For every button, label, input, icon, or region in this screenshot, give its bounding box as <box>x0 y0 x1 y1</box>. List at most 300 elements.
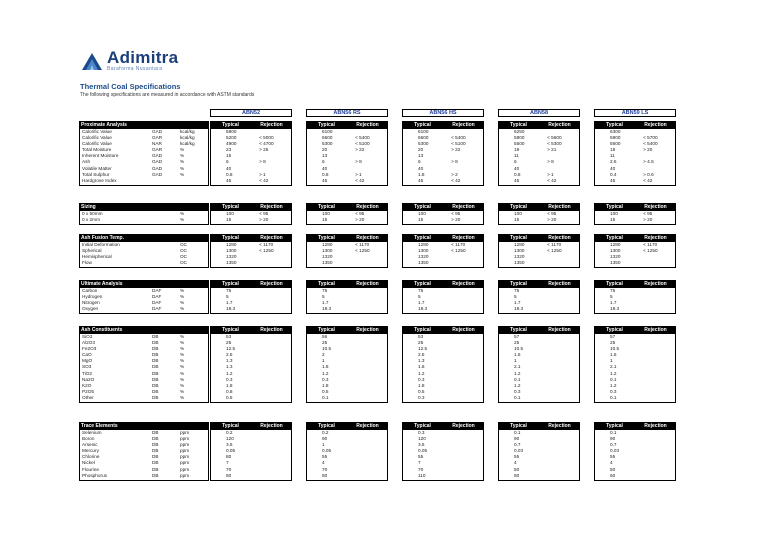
typical-header: Typical <box>510 281 527 287</box>
parameter-name: 0 x 2mm <box>82 217 100 223</box>
parameter-name: Calorific Value <box>82 129 112 134</box>
column-header-bar <box>402 280 484 288</box>
table-row <box>80 178 208 184</box>
value-row <box>595 306 675 312</box>
rejection-value: > 8 <box>451 159 458 165</box>
product-values <box>498 430 580 481</box>
parameter-unit: % <box>180 352 185 358</box>
parameter-name: Other <box>82 394 94 400</box>
typical-value: 0.5 <box>226 394 233 400</box>
typical-value: 5600 <box>322 135 333 141</box>
typical-value: 0.1 <box>514 394 521 400</box>
product-values <box>402 334 484 403</box>
column-header-bar <box>594 203 676 211</box>
typical-value: 1320 <box>610 254 621 260</box>
parameter-basis: DB <box>152 466 159 472</box>
column-header-bar <box>306 234 388 242</box>
typical-header: Typical <box>510 423 527 429</box>
rejection-value <box>347 260 387 266</box>
parameter-unit <box>180 178 208 184</box>
parameter-basis: DB <box>152 352 159 358</box>
value-row <box>499 473 579 479</box>
rejection-value: < 5100 <box>355 141 370 147</box>
product-values <box>306 430 388 481</box>
typical-value: 1.8 <box>322 364 329 370</box>
typical-value: 1350 <box>610 260 621 266</box>
parameter-basis <box>152 260 180 266</box>
typical-value: 57 <box>610 334 616 339</box>
typical-value: 18.3 <box>322 306 332 312</box>
typical-value: 1.7 <box>514 300 521 306</box>
typical-value: 7 <box>226 460 229 466</box>
parameter-name: Arsenic <box>82 442 98 448</box>
product-values <box>210 242 292 268</box>
rejection-header: Rejection <box>452 327 475 333</box>
rejection-header: Rejection <box>644 327 667 333</box>
typical-value: 6100 <box>418 129 429 134</box>
parameter-unit: ppm <box>180 454 190 460</box>
rejection-value: > 8 <box>259 159 266 165</box>
typical-value: 5600 <box>418 135 429 141</box>
parameter-name: Hardgrove Index <box>82 177 117 183</box>
typical-value: 1300 <box>610 248 621 254</box>
rejection-value <box>539 260 579 266</box>
rejection-header: Rejection <box>644 204 667 210</box>
typical-value: 5800 <box>514 135 525 141</box>
rejection-header: Rejection <box>356 235 379 241</box>
rejection-header: Rejection <box>260 235 283 241</box>
value-row <box>307 306 387 312</box>
typical-value: 0.3 <box>226 376 233 382</box>
rejection-value <box>251 260 291 266</box>
parameter-name: Total Sulphur <box>82 171 110 177</box>
rejection-value: > 4.5 <box>643 159 654 165</box>
typical-value: 55 <box>514 454 520 460</box>
parameter-unit: % <box>180 340 185 346</box>
rejection-value <box>635 473 675 479</box>
typical-value: 4 <box>322 460 325 466</box>
rejection-value: < 5400 <box>643 141 658 147</box>
typical-value: 100 <box>610 211 618 216</box>
rejection-value: > 2 <box>451 171 458 177</box>
typical-value: 18 <box>610 147 616 153</box>
typical-value: 0.8 <box>322 171 329 177</box>
typical-value: 40 <box>418 165 424 171</box>
product-values <box>306 211 388 225</box>
column-header-bar <box>594 121 676 129</box>
rejection-value: > 20 <box>355 217 365 223</box>
typical-value: 5 <box>610 294 613 300</box>
parameter-unit: kcal/kg <box>180 129 195 134</box>
value-row <box>595 395 675 401</box>
parameter-unit: % <box>180 370 185 376</box>
rejection-header: Rejection <box>548 281 571 287</box>
rejection-value: < 5100 <box>451 141 466 147</box>
typical-value: 6250 <box>514 129 525 134</box>
parameter-basis: GAD <box>152 153 163 159</box>
value-row <box>499 395 579 401</box>
section-header: Ash Constituents <box>79 326 209 334</box>
typical-value: 0.4 <box>610 171 617 177</box>
typical-value: 120 <box>226 436 234 442</box>
typical-value: 0.5 <box>322 388 329 394</box>
typical-value: 1.2 <box>610 370 617 376</box>
typical-header: Typical <box>222 423 239 429</box>
typical-value: 55 <box>610 454 616 460</box>
value-row <box>211 260 291 266</box>
typical-value: 40 <box>514 165 520 171</box>
column-header-bar <box>594 422 676 430</box>
column-header-bar <box>306 422 388 430</box>
section-header: Ultimate Analysis <box>79 280 209 288</box>
typical-value: 1.3 <box>226 364 233 370</box>
brand-name: Adimitra <box>107 48 179 67</box>
typical-header: Typical <box>606 281 623 287</box>
parameter-basis: DB <box>152 364 159 370</box>
typical-header: Typical <box>222 327 239 333</box>
typical-value: 45 <box>418 177 424 183</box>
rejection-value: > 20 <box>451 217 461 223</box>
typical-value: 1350 <box>226 260 237 266</box>
typical-value: 1280 <box>610 242 621 247</box>
rejection-value: < 1250 <box>643 248 658 254</box>
typical-value: 0.05 <box>418 448 428 454</box>
rejection-header: Rejection <box>548 204 571 210</box>
product-values <box>210 129 292 186</box>
parameter-name: Nitrogen <box>82 300 100 306</box>
value-row <box>595 260 675 266</box>
typical-value: 20 <box>418 147 424 153</box>
rejection-value: > 20 <box>643 217 653 223</box>
parameter-unit: % <box>180 171 185 177</box>
parameter-unit: ppm <box>180 460 190 466</box>
product-values <box>306 334 388 403</box>
rejection-value: < 5300 <box>547 141 562 147</box>
rejection-value <box>347 306 387 312</box>
parameter-unit: kcal/kg <box>180 135 195 141</box>
brand-subname: Baraforma Nusantara <box>107 66 163 72</box>
parameter-basis: GAR <box>152 147 163 153</box>
rejection-header: Rejection <box>644 281 667 287</box>
typical-value: 2.1 <box>610 364 617 370</box>
typical-value: 100 <box>226 211 234 216</box>
typical-value: 80 <box>514 472 520 478</box>
parameter-basis: DB <box>152 382 159 388</box>
typical-value: 15 <box>322 217 328 223</box>
typical-value: 5800 <box>226 129 237 134</box>
typical-value: 10.5 <box>610 346 620 352</box>
typical-value: 1350 <box>418 260 429 266</box>
typical-value: 100 <box>418 211 426 216</box>
column-header-bar <box>498 280 580 288</box>
column-header-bar <box>210 326 292 334</box>
section-body <box>79 211 209 225</box>
parameter-unit: % <box>180 153 185 159</box>
parameter-unit: % <box>180 334 185 339</box>
rejection-value: < 42 <box>355 177 365 183</box>
column-header-bar <box>594 234 676 242</box>
typical-value: 1.2 <box>514 382 521 388</box>
column-header-bar <box>594 280 676 288</box>
typical-header: Typical <box>414 122 431 128</box>
typical-header: Typical <box>318 281 335 287</box>
typical-value: 10.5 <box>514 346 524 352</box>
typical-value: 15 <box>610 217 616 223</box>
typical-value: 70 <box>226 466 232 472</box>
section-body <box>79 129 209 186</box>
typical-value: 11 <box>514 153 519 159</box>
typical-value: 4 <box>610 460 613 466</box>
typical-header: Typical <box>318 122 335 128</box>
rejection-header: Rejection <box>356 281 379 287</box>
rejection-value: > 8 <box>547 159 554 165</box>
rejection-header: Rejection <box>452 235 475 241</box>
rejection-value <box>251 473 291 479</box>
typical-value: 50 <box>514 466 520 472</box>
typical-value: 1280 <box>226 242 237 247</box>
rejection-value: < 1170 <box>355 242 370 247</box>
value-row <box>403 306 483 312</box>
rejection-value: < 42 <box>259 177 269 183</box>
value-row <box>211 178 291 184</box>
rejection-value <box>251 306 291 312</box>
typical-value: 11 <box>610 153 615 159</box>
product-values <box>210 288 292 314</box>
typical-value: 13 <box>418 153 424 159</box>
typical-value: 90 <box>610 436 616 442</box>
typical-value: 1.7 <box>226 300 233 306</box>
column-header-bar <box>306 203 388 211</box>
product-values <box>402 129 484 186</box>
typical-header: Typical <box>606 235 623 241</box>
rejection-header: Rejection <box>260 204 283 210</box>
product-values <box>306 242 388 268</box>
table-row <box>80 260 208 266</box>
rejection-value: < 1250 <box>355 248 370 254</box>
value-row <box>307 473 387 479</box>
value-row <box>595 217 675 223</box>
typical-header: Typical <box>318 204 335 210</box>
typical-value: 1320 <box>322 254 333 260</box>
product-values <box>594 211 676 225</box>
rejection-value: < 1170 <box>451 242 466 247</box>
rejection-header: Rejection <box>452 423 475 429</box>
typical-value: 18.3 <box>226 306 236 312</box>
parameter-basis: DAF <box>152 300 162 306</box>
typical-value: 25 <box>322 340 328 346</box>
typical-value: 6 <box>322 159 325 165</box>
product-header: ABN58 <box>498 109 580 117</box>
column-header-bar <box>210 422 292 430</box>
rejection-header: Rejection <box>260 327 283 333</box>
typical-value: 1.8 <box>418 364 425 370</box>
typical-value: 13 <box>322 153 328 159</box>
parameter-unit: % <box>180 388 185 394</box>
typical-value: 1.5 <box>514 352 521 358</box>
parameter-name: Inherent Moisture <box>82 153 119 159</box>
typical-value: 0.3 <box>418 376 425 382</box>
typical-value: 2.1 <box>514 364 521 370</box>
typical-value: 5 <box>226 294 229 300</box>
typical-header: Typical <box>414 327 431 333</box>
value-row <box>403 217 483 223</box>
rejection-header: Rejection <box>356 423 379 429</box>
parameter-unit: % <box>180 159 185 165</box>
parameter-name: Spherical <box>82 248 102 254</box>
value-row <box>595 473 675 479</box>
rejection-value: < 1170 <box>643 242 658 247</box>
typical-value: 0.2 <box>226 430 233 435</box>
rejection-value: < 42 <box>643 177 653 183</box>
rejection-value <box>251 395 291 401</box>
typical-value: 1320 <box>226 254 237 260</box>
section-header: Sizing <box>79 203 209 211</box>
parameter-basis: DB <box>152 436 159 442</box>
mountain-logo-icon <box>80 51 104 71</box>
typical-value: 1280 <box>514 242 525 247</box>
parameter-basis: DAF <box>152 306 162 312</box>
product-values <box>210 211 292 225</box>
parameter-name: Volatile Matter <box>82 165 112 171</box>
typical-value: 1300 <box>514 248 525 254</box>
column-header-bar <box>498 326 580 334</box>
typical-header: Typical <box>222 122 239 128</box>
typical-value: 25 <box>610 340 616 346</box>
typical-value: 75 <box>514 288 520 293</box>
parameter-unit: OC <box>180 248 188 254</box>
typical-value: 2.5 <box>610 159 617 165</box>
rejection-value: < 5000 <box>259 135 274 141</box>
product-values <box>594 129 676 186</box>
typical-value: 40 <box>322 165 328 171</box>
rejection-header: Rejection <box>260 423 283 429</box>
rejection-value <box>539 306 579 312</box>
typical-value: 1.8 <box>418 171 425 177</box>
typical-value: 5 <box>322 294 325 300</box>
typical-value: 45 <box>610 177 616 183</box>
value-row <box>307 395 387 401</box>
parameter-unit: ppm <box>180 448 190 454</box>
typical-value: 40 <box>226 165 232 171</box>
typical-header: Typical <box>510 204 527 210</box>
parameter-basis: DB <box>152 394 159 400</box>
parameter-unit: OC <box>180 260 188 266</box>
typical-header: Typical <box>318 423 335 429</box>
typical-value: 5200 <box>226 135 237 141</box>
parameter-unit: % <box>180 165 185 171</box>
typical-value: 1.2 <box>610 382 617 388</box>
rejection-header: Rejection <box>548 122 571 128</box>
column-header-bar <box>402 203 484 211</box>
typical-value: 1 <box>322 442 325 448</box>
value-row <box>499 178 579 184</box>
typical-value: 6 <box>514 159 517 165</box>
value-row <box>211 395 291 401</box>
parameter-basis: DB <box>152 358 159 364</box>
typical-header: Typical <box>510 122 527 128</box>
typical-value: 53 <box>418 334 424 339</box>
rejection-value <box>635 306 675 312</box>
typical-value: 1.3 <box>226 358 233 364</box>
typical-value: 5500 <box>514 141 525 147</box>
rejection-value <box>539 473 579 479</box>
typical-value: 15 <box>226 153 232 159</box>
value-row <box>595 178 675 184</box>
typical-value: 0.7 <box>610 442 617 448</box>
rejection-value: > 20 <box>547 217 557 223</box>
parameter-unit: % <box>180 394 185 400</box>
value-row <box>307 217 387 223</box>
parameter-basis: DAF <box>152 288 162 293</box>
parameter-unit: % <box>180 211 185 216</box>
typical-value: 6100 <box>322 129 333 134</box>
parameter-name: Al2O3 <box>82 340 96 346</box>
rejection-value: > 22 <box>451 147 461 153</box>
typical-value: 12.5 <box>418 346 428 352</box>
typical-value: 75 <box>322 288 328 293</box>
rejection-value: < 95 <box>259 211 269 216</box>
parameter-unit: % <box>180 364 185 370</box>
typical-value: 25 <box>226 340 232 346</box>
parameter-basis: DB <box>152 340 159 346</box>
parameter-unit: kcal/kg <box>180 141 195 147</box>
parameter-name: Flourine <box>82 466 99 472</box>
typical-value: 5600 <box>610 141 621 147</box>
parameter-unit: % <box>180 147 185 153</box>
value-row <box>307 260 387 266</box>
parameter-basis: GAD <box>152 171 163 177</box>
rejection-header: Rejection <box>452 122 475 128</box>
rejection-value: > 0.6 <box>643 171 654 177</box>
parameter-name: Mercury <box>82 448 99 454</box>
parameter-basis: DB <box>152 460 159 466</box>
typical-header: Typical <box>606 122 623 128</box>
typical-value: 75 <box>610 288 616 293</box>
column-header-bar <box>306 280 388 288</box>
rejection-value: > 8 <box>355 159 362 165</box>
typical-value: 40 <box>610 165 616 171</box>
rejection-value: > 1 <box>355 171 362 177</box>
typical-value: 1.7 <box>322 300 329 306</box>
typical-value: 23 <box>226 147 232 153</box>
typical-header: Typical <box>606 204 623 210</box>
rejection-value <box>347 395 387 401</box>
column-header-bar <box>402 326 484 334</box>
value-row <box>211 306 291 312</box>
column-header-bar <box>498 121 580 129</box>
typical-value: 60 <box>610 472 616 478</box>
rejection-value <box>443 473 483 479</box>
typical-value: 12.5 <box>226 346 236 352</box>
parameter-name: Total Moisture <box>82 147 112 153</box>
product-values <box>498 211 580 225</box>
typical-value: 1300 <box>226 248 237 254</box>
parameter-unit: % <box>180 358 185 364</box>
typical-value: 0.3 <box>514 388 521 394</box>
section-body <box>79 430 209 481</box>
typical-value: 0.03 <box>514 448 524 454</box>
section-header: Ash Fusion Temp. <box>79 234 209 242</box>
typical-header: Typical <box>222 204 239 210</box>
parameter-name: Oxygen <box>82 306 99 312</box>
parameter-unit: % <box>180 288 185 293</box>
typical-value: 70 <box>322 466 328 472</box>
product-header: ABN52 <box>210 109 292 117</box>
typical-value: 1 <box>610 358 613 364</box>
parameter-name: CaO <box>82 352 92 358</box>
typical-value: 1300 <box>418 248 429 254</box>
parameter-name: Na2O <box>82 376 95 382</box>
